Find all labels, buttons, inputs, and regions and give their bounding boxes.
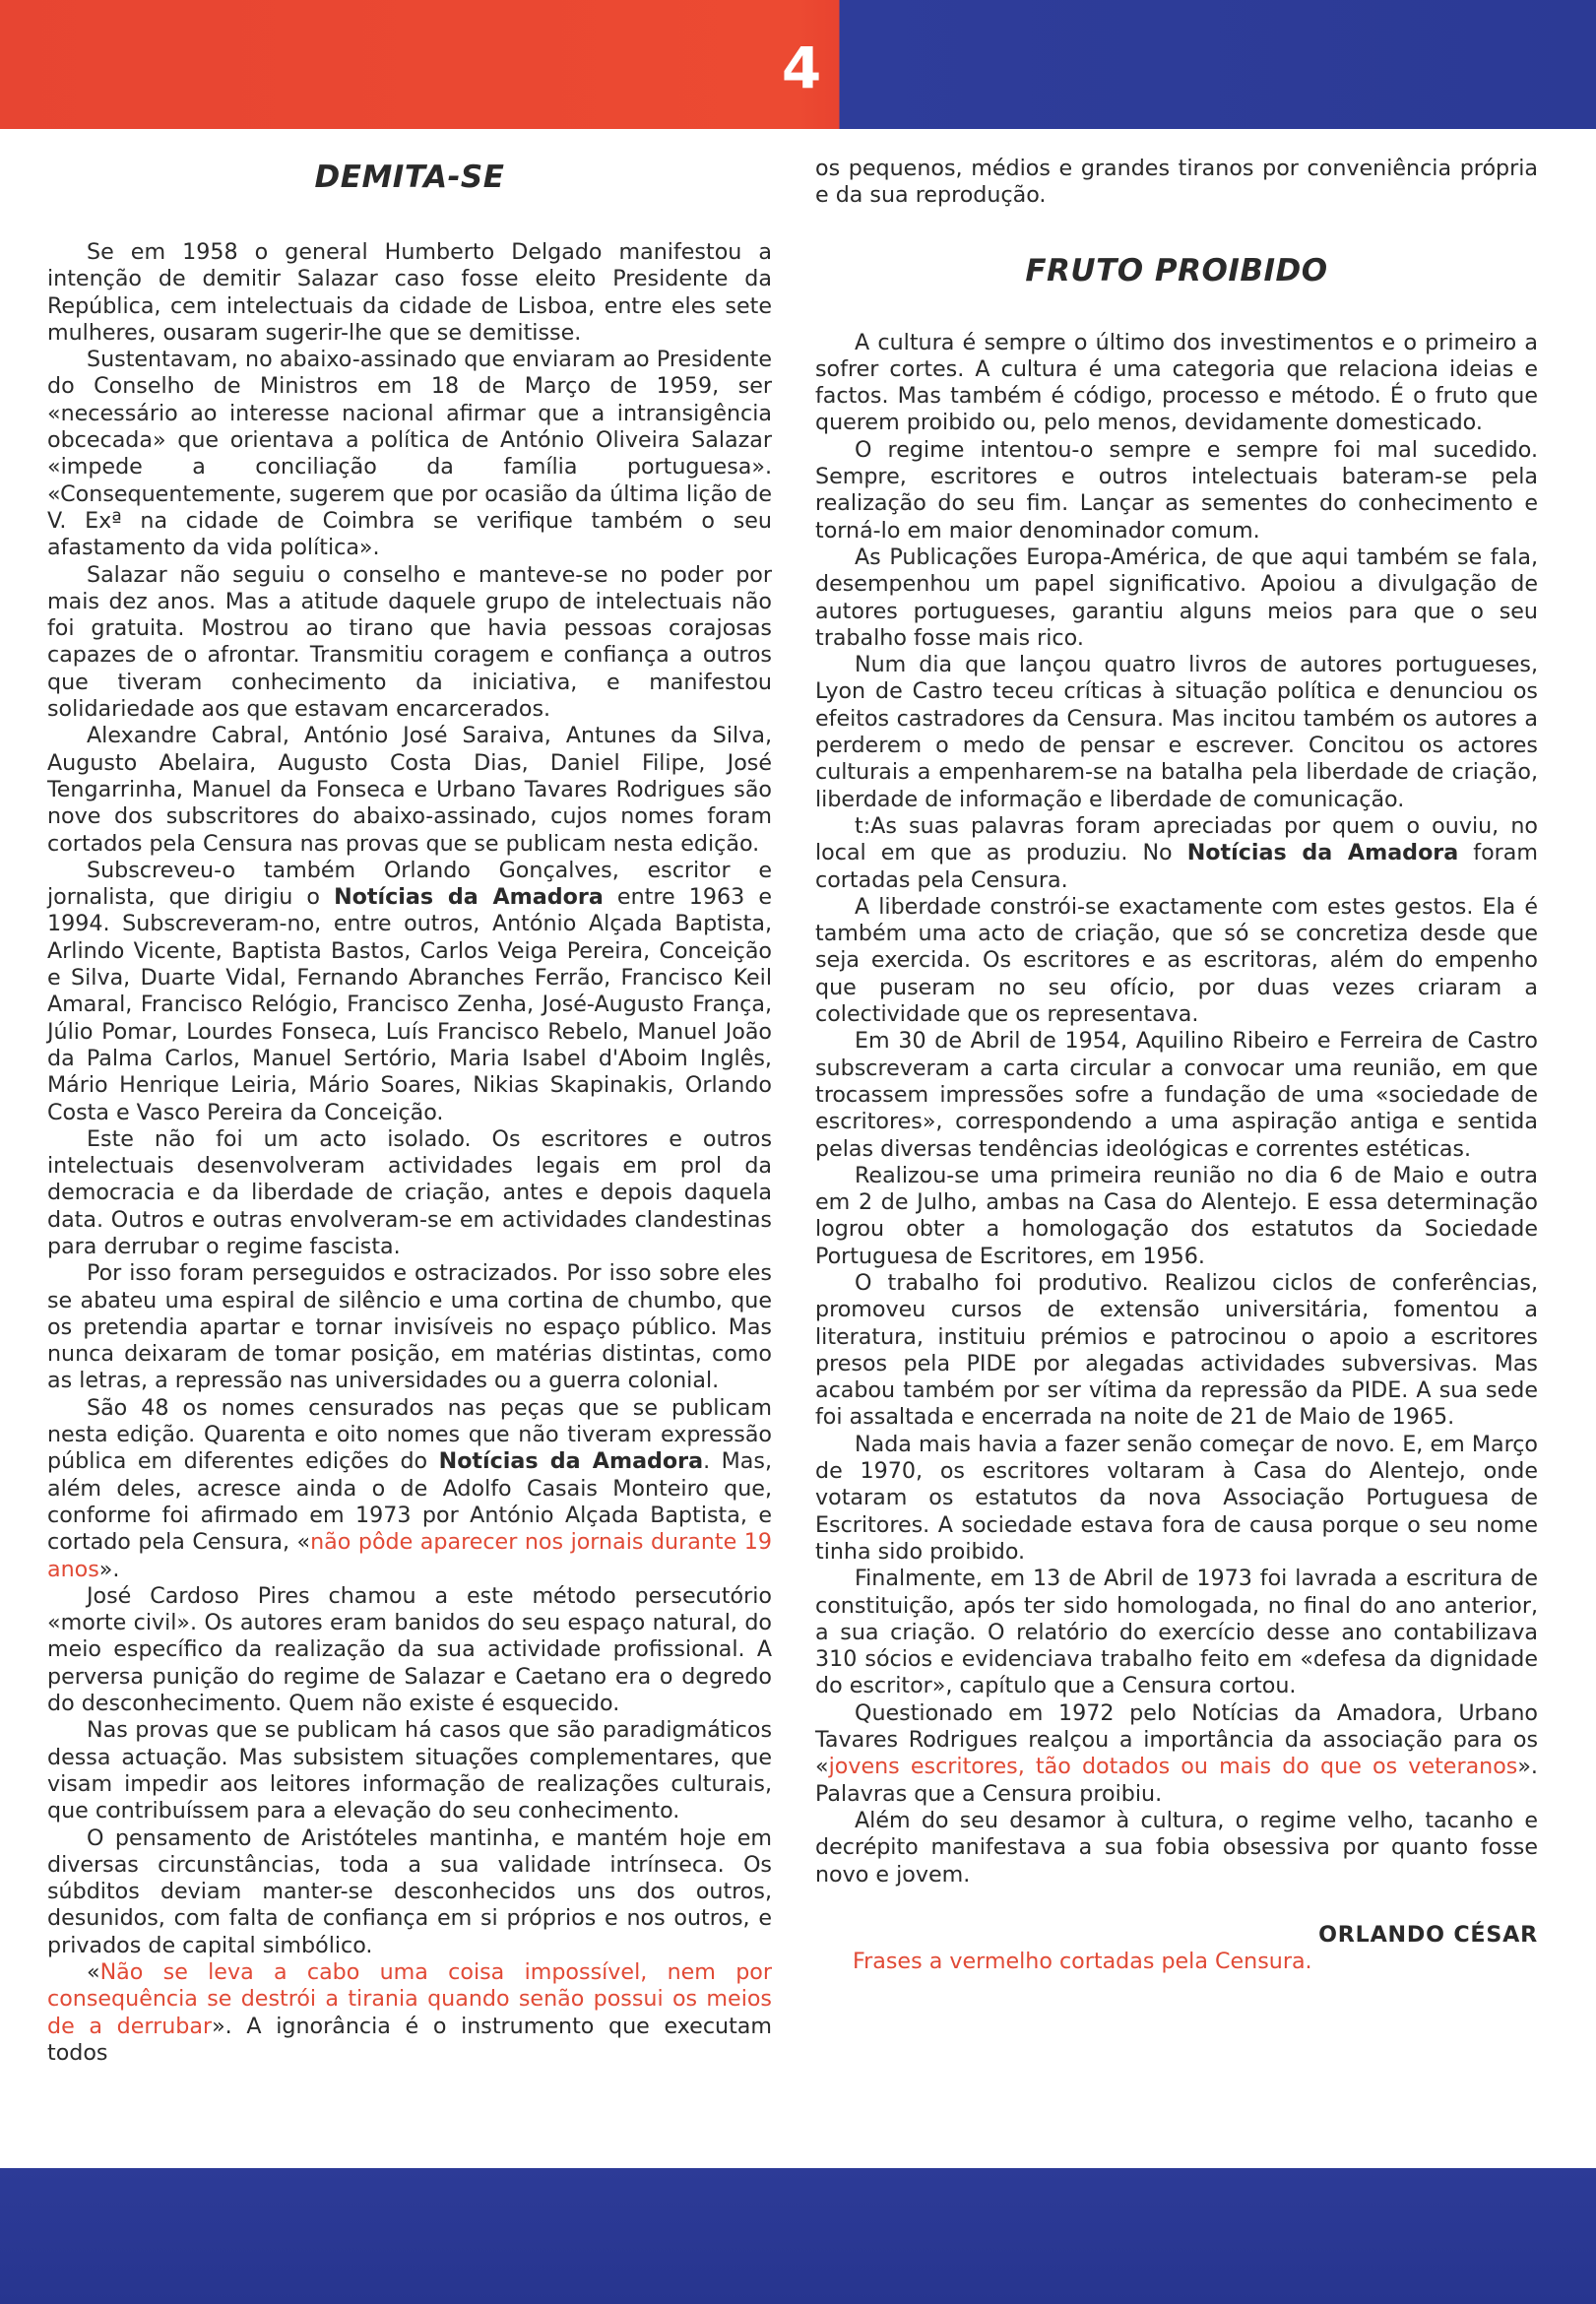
article-title-fruto-proibido: FRUTO PROIBIDO bbox=[1025, 252, 1328, 288]
left-column bbox=[47, 156, 772, 2067]
newspaper-name: Notícias da Amadora bbox=[438, 1448, 704, 1475]
author-signature: ORLANDO CÉSAR bbox=[1318, 1921, 1538, 1948]
text: Questionado em 1972 pelo Notícias da Amadora, Urbano Tavares Rodrigues realçou a importância da associação para os « bbox=[815, 1699, 1538, 1780]
paragraph: Se em 1958 o general Humberto Delgado manifestou a intenção de demitir Salazar caso fosse eleito Presidente da República, cem intelectuais da cidade de Lisboa, entre eles sete mulheres, ousaram sugerir-lhe que se demitisse. bbox=[47, 239, 772, 346]
paragraph: Sustentavam, no abaixo-assinado que enviaram ao Presidente do Conselho de Ministros em 18 de Março de 1959, ser «necessário ao interesse nacional afirmar que a intransigência obcecada» que orientava a política de António Oliveira Salazar «impede a conciliação da família portuguesa». «Consequentemente, sugerem que por ocasião da última lição de V. Exª na cidade de Coimbra se verifique também o seu afastamento da vida política». bbox=[47, 347, 772, 561]
paragraph: Salazar não seguiu o conselho e manteve-se no poder por mais dez anos. Mas a atitude daquele grupo de intelectuais não foi gratuita. Mostrou ao tirano que havia pessoas corajosas capazes de o afrontar. Transmitiu coragem e confiança a outros que tiveram conhecimento da iniciativa, e manifestou solidariedade aos que estavam encarcerados. bbox=[47, 561, 772, 723]
censored-phrase: jovens escritores, tão dotados ou mais do que os veteranos bbox=[828, 1754, 1518, 1780]
text: São 48 os nomes censurados nas peças que se publicam nesta edição. Quarenta e oito nomes que não tiveram expressão pública em diferentes edições do bbox=[47, 1394, 772, 1475]
paragraph: Além do seu desamor à cultura, o regime velho, tacanho e decrépito manifestava a sua fobia obsessiva por quanto fosse novo e jovem. bbox=[815, 1807, 1538, 1888]
paragraph-continuation: os pequenos, médios e grandes tiranos por conveniência própria e da sua reprodução. bbox=[815, 156, 1538, 209]
text: ». A ignorância é o instrumento que executam todos bbox=[47, 2013, 772, 2066]
paragraph bbox=[47, 1959, 772, 2067]
censorship-note: Frases a vermelho cortadas pela Censura. bbox=[853, 1949, 1312, 1975]
right-column bbox=[815, 156, 1538, 1975]
paragraph: Este não foi um acto isolado. Os escritores e outros intelectuais desenvolveram actividades legais em prol da democracia e da liberdade de criação, antes e depois daquela data. Outros e outras envolveram-se em actividades clandestinas para derrubar o regime fascista. bbox=[47, 1125, 772, 1259]
text: t:As suas palavras foram apreciadas por quem o ouviu, no local em que as produziu. No bbox=[815, 812, 1538, 866]
text: Subscreveu-o também Orlando Gonçalves, escritor e jornalista, que dirigiu o bbox=[47, 857, 772, 911]
text: ». Palavras que a Censura proibiu. bbox=[815, 1754, 1538, 1807]
paragraph: Realizou-se uma primeira reunião no dia 6 de Maio e outra em 2 de Julho, ambas na Casa do Alentejo. E essa determinação logrou obter a homologação dos estatutos da Sociedade Portuguesa de Escritores, em 1956. bbox=[815, 1162, 1538, 1269]
paragraph bbox=[47, 858, 772, 1126]
censored-phrase: Não se leva a cabo uma coisa impossível, nem por consequência se destrói a tirania quando senão possui os meios de a derrubar bbox=[47, 1959, 772, 2039]
paragraph: O trabalho foi produtivo. Realizou ciclos de conferências, promoveu cursos de extensão universitária, fomentou a literatura, instituiu prémios e patrocinou o apoio a escritores presos pela PIDE por alegadas actividades subversivas. Mas acabou também por ser vítima da repressão da PIDE. A sua sede foi assaltada e encerrada na noite de 21 de Maio de 1965. bbox=[815, 1269, 1538, 1431]
footer-color-bar bbox=[0, 2168, 1596, 2304]
page-number: 4 bbox=[781, 34, 822, 101]
paragraph: A liberdade constrói-se exactamente com estes gestos. Ela é também uma acto de criação, que só se concretiza desde que seja exercida. Os escritores e as escritoras, além do empenho que puseram no seu ofício, por duas vezes criaram a colectividade que os representava. bbox=[815, 893, 1538, 1028]
text: foram cortadas pela Censura. bbox=[815, 840, 1538, 893]
paragraph bbox=[815, 1700, 1538, 1808]
text: . Mas, além deles, acresce ainda o de Adolfo Casais Monteiro que, conforme foi afirmado em 1973 por António Alçada Baptista, e cortado pela Censura, « bbox=[47, 1448, 772, 1556]
paragraph: Por isso foram perseguidos e ostracizados. Por isso sobre eles se abateu uma espiral de silêncio e uma cortina de chumbo, que os pretendia apartar e tornar invisíveis no espaço público. Mas nunca deixaram de tomar posição, em matérias distintas, como as letras, a repressão nas universidades ou a guerra colonial. bbox=[47, 1260, 772, 1394]
paragraph: As Publicações Europa-América, de que aqui também se fala, desempenhou um papel significativo. Apoiou a divulgação de autores portugueses, garantiu alguns meios para que o seu trabalho fosse mais rico. bbox=[815, 544, 1538, 651]
paragraph: José Cardoso Pires chamou a este método persecutório «morte civil». Os autores eram banidos do seu espaço natural, do meio específico da realização da sua actividade profissional. A perversa punição do regime de Salazar e Caetano era o degredo do desconhecimento. Quem não existe é esquecido. bbox=[47, 1582, 772, 1717]
text: ». bbox=[98, 1556, 120, 1582]
paragraph: A cultura é sempre o último dos investimentos e o primeiro a sofrer cortes. A cultura é uma categoria que relaciona ideias e factos. Mas também é código, processo e método. É o fruto que querem proibido ou, pelo menos, devidamente domesticado. bbox=[815, 329, 1538, 436]
text: entre 1963 e 1994. Subscreveram-no, entre outros, António Alçada Baptista, Arlindo Vicente, Baptista Bastos, Carlos Veiga Pereira, Conceição e Silva, Duarte Vidal, Fernando Abranches Ferrão, Francisco Keil Amaral, Francisco Relógio, Francisco Zenha, José-Augusto França, Júlio Pomar, Lourdes Fonseca, Luís Francisco Rebelo, Manuel João da Palma Carlos, Manuel Sertório, Maria Isabel d'Aboim Inglês, Mário Henrique Leiria, Mário Soares, Nikias Skapinakis, Orlando Costa e Vasco Pereira da Conceição. bbox=[47, 884, 772, 1125]
newspaper-name: Notícias da Amadora bbox=[334, 884, 604, 911]
text: « bbox=[87, 1959, 100, 1985]
paragraph: Finalmente, em 13 de Abril de 1973 foi lavrada a escritura de constituição, após ter sido homologada, no final do ano anterior, a sua criação. O relatório do exercício desse ano contabilizava 310 sócios e evidenciava trabalho feito em «defesa da dignidade do escritor», capítulo que a Censura cortou. bbox=[815, 1566, 1538, 1699]
paragraph: Num dia que lançou quatro livros de autores portugueses, Lyon de Castro teceu críticas à situação política e denunciou os efeitos castradores da Censura. Mas incitou também os autores a perderem o medo de pensar e escrever. Concitou os actores culturais a empenharem-se na batalha pela liberdade de criação, liberdade de informação e liberdade de comunicação. bbox=[815, 652, 1538, 812]
paragraph: O regime intentou-o sempre e sempre foi mal sucedido. Sempre, escritores e outros intelectuais bateram-se pela realização do seu fim. Lançar as sementes do conhecimento e torná-lo em maior denominador comum. bbox=[815, 436, 1538, 544]
paragraph: Nada mais havia a fazer senão começar de novo. E, em Março de 1970, os escritores voltaram à Casa do Alentejo, onde votaram os estatutos da nova Associação Portuguesa de Escritores. A sociedade estava fora de causa porque o seu nome tinha sido proibido. bbox=[815, 1431, 1538, 1565]
paragraph: Em 30 de Abril de 1954, Aquilino Ribeiro e Ferreira de Castro subscreveram a carta circular a convocar uma reunião, em que trocassem impressões sofre a fundação de uma «sociedade de escritores», correspondendo a uma aspiração antiga e sentida pelas diversas tendências ideológicas e correntes estéticas. bbox=[815, 1028, 1538, 1162]
paragraph bbox=[47, 1395, 772, 1583]
paragraph: Nas provas que se publicam há casos que são paradigmáticos dessa actuação. Mas subsistem situações complementares, que visam impedir aos leitores informação de realizações culturais, que contribuíssem para a elevação do seu conhecimento. bbox=[47, 1717, 772, 1824]
paragraph bbox=[815, 813, 1538, 894]
paragraph: O pensamento de Aristóteles mantinha, e mantém hoje em diversas circunstâncias, toda a sua validade intrínseca. Os súbditos deviam manter-se desconhecidos uns dos outros, desunidos, com falta de confiança em si próprios e nos outros, e privados de capital simbólico. bbox=[47, 1824, 772, 1958]
censored-phrase: não pôde aparecer nos jornais durante 19 anos bbox=[47, 1529, 772, 1582]
paragraph: Alexandre Cabral, António José Saraiva, Antunes da Silva, Augusto Abelaira, Augusto Costa Dias, Daniel Filipe, José Tengarrinha, Manuel da Fonseca e Urbano Tavares Rodrigues são nove dos subscritores do abaixo-assinado, cujos nomes foram cortados pela Censura nas provas que se publicam nesta edição. bbox=[47, 723, 772, 857]
newspaper-name: Notícias da Amadora bbox=[1186, 840, 1459, 866]
article-title-demita-se: DEMITA-SE bbox=[314, 160, 505, 195]
